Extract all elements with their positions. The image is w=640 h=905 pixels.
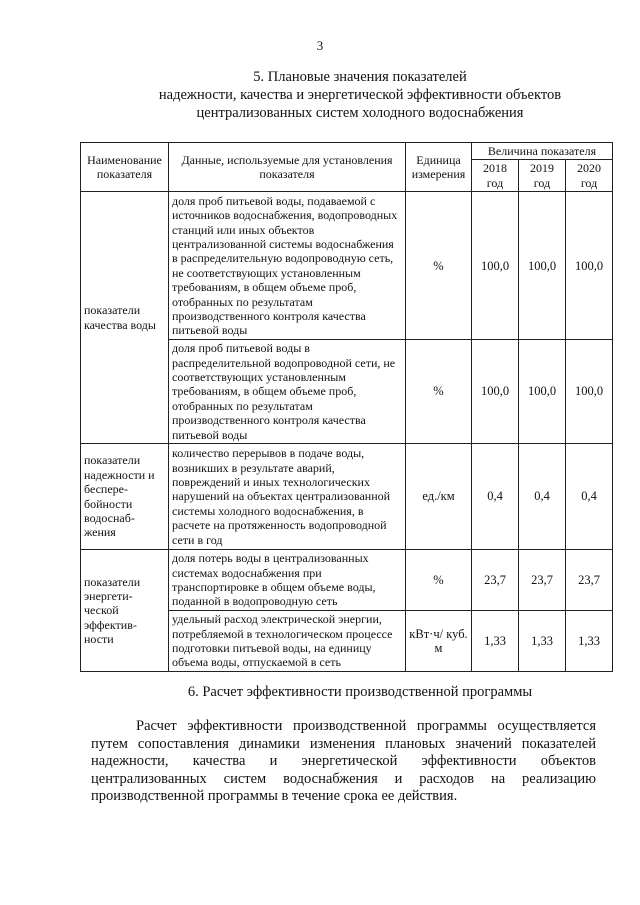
- header-unit: Единица измерения: [406, 143, 472, 192]
- value-cell-2019: 0,4: [519, 444, 566, 550]
- section-5-title-line: централизованных систем холодного водоснабжения: [196, 105, 524, 121]
- value-cell-2018: 1,33: [472, 611, 519, 672]
- category-cell: показатели надежности и беспере-бойности водоснаб-жения: [81, 444, 169, 550]
- section-6-paragraph: Расчет эффективности производственной программы осуществляется путем сопоставления динамики изменения плановых значений показателей надежности, качества и энергетической эффективности объектов централизованных систем водоснабжения и расходов на реализацию производственной программы в течение срока ее действия.: [91, 718, 596, 804]
- description-cell: доля проб питьевой воды, подаваемой с источников водоснабжения, водопроводных станций или иных объектов централизованной системы водоснабжения в распределительную водопроводную сеть, не соответствующих установленным требованиям, в общем объеме проб, отобранных по результатам производственного контроля качества питьевой воды: [169, 192, 406, 340]
- indicators-table: [80, 142, 613, 672]
- table-row: [81, 444, 613, 550]
- section-6-title: 6. Расчет эффективности производственной программы: [187, 684, 533, 700]
- description-cell: доля проб питьевой воды в распределительной водопроводной сети, не соответствующих установленным требованиям, в общем объеме проб, отобранных по результатам производственного контроля качества питьевой воды: [169, 340, 406, 444]
- value-cell-2019: 100,0: [519, 192, 566, 340]
- header-source-data: Данные, используемые для установления показателя: [169, 143, 406, 192]
- page-number: 3: [316, 38, 324, 53]
- value-cell-2018: 100,0: [472, 192, 519, 340]
- value-cell-2018: 23,7: [472, 550, 519, 611]
- category-cell: показатели энергети-ческой эффектив-ности: [81, 550, 169, 672]
- header-indicator-name: Наименование показателя: [81, 143, 169, 192]
- unit-cell: %: [406, 550, 472, 611]
- value-cell-2018: 100,0: [472, 340, 519, 444]
- value-cell-2020: 23,7: [566, 550, 613, 611]
- value-cell-2020: 0,4: [566, 444, 613, 550]
- header-year-2018: 2018 год: [472, 160, 519, 192]
- section-5-title-line: 5. Плановые значения показателей: [253, 69, 467, 85]
- section-5-title-line: надежности, качества и энергетической эффективности объектов: [158, 87, 562, 103]
- description-cell: удельный расход электрической энергии, потребляемой в технологическом процессе подготовки питьевой воды, на единицу объема воды, отпускаемой в сеть: [169, 611, 406, 672]
- table-row: [81, 192, 613, 340]
- description-cell: доля потерь воды в централизованных системах водоснабжения при транспортировке в общем объеме воды, поданной в водопроводную сеть: [169, 550, 406, 611]
- value-cell-2020: 100,0: [566, 340, 613, 444]
- value-cell-2020: 1,33: [566, 611, 613, 672]
- unit-cell: ед./км: [406, 444, 472, 550]
- header-indicator-value: Величина показателя: [472, 143, 613, 160]
- header-year-2019: 2019 год: [519, 160, 566, 192]
- unit-cell: %: [406, 192, 472, 340]
- value-cell-2019: 23,7: [519, 550, 566, 611]
- table-row: [81, 550, 613, 611]
- unit-cell: %: [406, 340, 472, 444]
- description-cell: количество перерывов в подаче воды, возникших в результате аварий, повреждений и иных технологических нарушений на объектах централизованной системы холодного водоснабжения, в расчете на протяженность водопроводной сети в год: [169, 444, 406, 550]
- section-5-title: [80, 68, 640, 122]
- header-year-2020: 2020 год: [566, 160, 613, 192]
- value-cell-2018: 0,4: [472, 444, 519, 550]
- value-cell-2019: 1,33: [519, 611, 566, 672]
- value-cell-2020: 100,0: [566, 192, 613, 340]
- category-cell: показатели качества воды: [81, 192, 169, 444]
- unit-cell: кВт·ч/ куб. м: [406, 611, 472, 672]
- value-cell-2019: 100,0: [519, 340, 566, 444]
